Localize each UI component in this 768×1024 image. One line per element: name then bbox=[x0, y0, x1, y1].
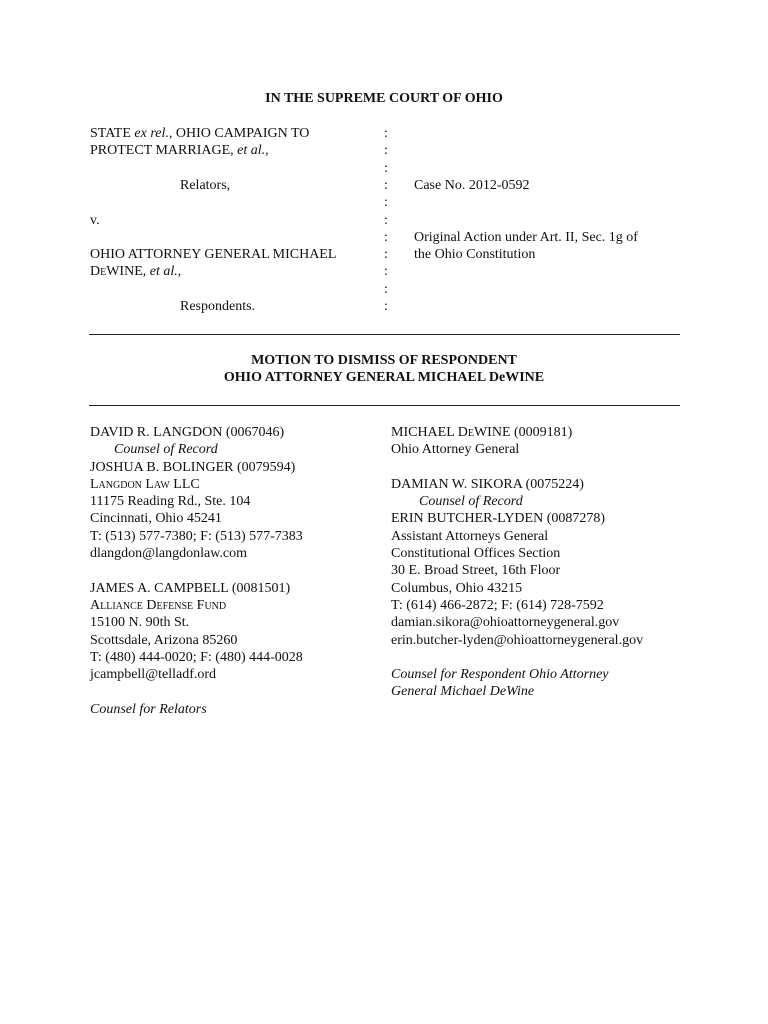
caption-separator: : bbox=[384, 195, 388, 210]
phone-fax: T: (614) 466-2872; F: (614) 728-7592 bbox=[391, 597, 604, 613]
address-line: 15100 N. 90th St. bbox=[90, 615, 190, 631]
phone-fax: T: (513) 577-7380; F: (513) 577-7383 bbox=[90, 528, 303, 544]
caption-divider bbox=[89, 334, 680, 335]
caption-separator: : bbox=[384, 213, 388, 228]
caption-separator: : bbox=[384, 143, 388, 158]
caption-separator: : bbox=[384, 178, 388, 193]
court-title: IN THE SUPREME COURT OF OHIO bbox=[265, 91, 503, 106]
motion-title-line1: MOTION TO DISMISS OF RESPONDENT bbox=[251, 353, 517, 368]
action-description-line1: Original Action under Art. II, Sec. 1g of bbox=[414, 230, 638, 245]
caption-separator: : bbox=[384, 161, 388, 176]
caption-separator: : bbox=[384, 230, 388, 245]
caption-separator: : bbox=[384, 282, 388, 297]
caption-separator: : bbox=[384, 247, 388, 262]
office-name: Constitutional Offices Section bbox=[391, 546, 561, 562]
email-address: dlangdon@langdonlaw.com bbox=[90, 546, 248, 562]
counsel-name: MICHAEL DeWINE (0009181) bbox=[391, 425, 573, 440]
counsel-title: Ohio Attorney General bbox=[391, 442, 520, 458]
case-number: Case No. 2012-0592 bbox=[414, 178, 530, 193]
email-address: erin.butcher-lyden@ohioattorneygeneral.gov bbox=[391, 632, 644, 648]
respondent-name-line2: DeWINE, et al., bbox=[90, 264, 182, 279]
address-line: Columbus, Ohio 43215 bbox=[391, 580, 523, 596]
counsel-for-label: Counsel for Respondent Ohio Attorney bbox=[391, 667, 609, 683]
counsel-name: JOSHUA B. BOLINGER (0079594) bbox=[90, 459, 296, 475]
caption-separator: : bbox=[384, 126, 388, 141]
respondent-name-line1: OHIO ATTORNEY GENERAL MICHAEL bbox=[90, 247, 337, 262]
relators-label: Relators, bbox=[180, 178, 231, 193]
address-line: 30 E. Broad Street, 16th Floor bbox=[391, 563, 561, 579]
counsel-role: Counsel of Record bbox=[419, 494, 523, 510]
respondent-counsel-block bbox=[391, 424, 643, 701]
email-address: damian.sikora@ohioattorneygeneral.gov bbox=[391, 615, 620, 631]
spacer bbox=[391, 649, 643, 666]
motion-divider bbox=[89, 405, 680, 406]
counsel-for-label: General Michael DeWine bbox=[391, 684, 535, 700]
address-line: Cincinnati, Ohio 45241 bbox=[90, 511, 222, 527]
respondents-label: Respondents. bbox=[180, 299, 256, 314]
counsel-for-label: Counsel for Relators bbox=[90, 701, 207, 717]
relators-counsel-block bbox=[90, 424, 303, 718]
email-address: jcampbell@telladf.ord bbox=[90, 667, 217, 683]
action-description-line2: the Ohio Constitution bbox=[414, 247, 536, 262]
counsel-name: DAMIAN W. SIKORA (0075224) bbox=[391, 476, 584, 492]
spacer bbox=[391, 459, 643, 476]
motion-title-line2: OHIO ATTORNEY GENERAL MICHAEL DeWINE bbox=[223, 370, 545, 385]
phone-fax: T: (480) 444-0020; F: (480) 444-0028 bbox=[90, 649, 303, 665]
firm-name: Langdon Law LLC bbox=[90, 476, 200, 492]
spacer bbox=[90, 562, 303, 579]
caption-separator: : bbox=[384, 264, 388, 279]
counsel-name: ERIN BUTCHER-LYDEN (0087278) bbox=[391, 511, 606, 527]
versus: v. bbox=[90, 213, 100, 228]
spacer bbox=[90, 683, 303, 700]
address-line: Scottsdale, Arizona 85260 bbox=[90, 632, 238, 648]
counsel-name: DAVID R. LANGDON (0067046) bbox=[90, 425, 285, 440]
address-line: 11175 Reading Rd., Ste. 104 bbox=[90, 494, 251, 510]
relators-name-line1: STATE ex rel., OHIO CAMPAIGN TO bbox=[90, 126, 310, 141]
counsel-title: Assistant Attorneys General bbox=[391, 528, 549, 544]
counsel-name: JAMES A. CAMPBELL (0081501) bbox=[90, 580, 291, 596]
caption-separator: : bbox=[384, 299, 388, 314]
counsel-role: Counsel of Record bbox=[114, 442, 218, 458]
firm-name: Alliance Defense Fund bbox=[90, 597, 227, 613]
relators-name-line2: PROTECT MARRIAGE, et al., bbox=[90, 143, 269, 158]
